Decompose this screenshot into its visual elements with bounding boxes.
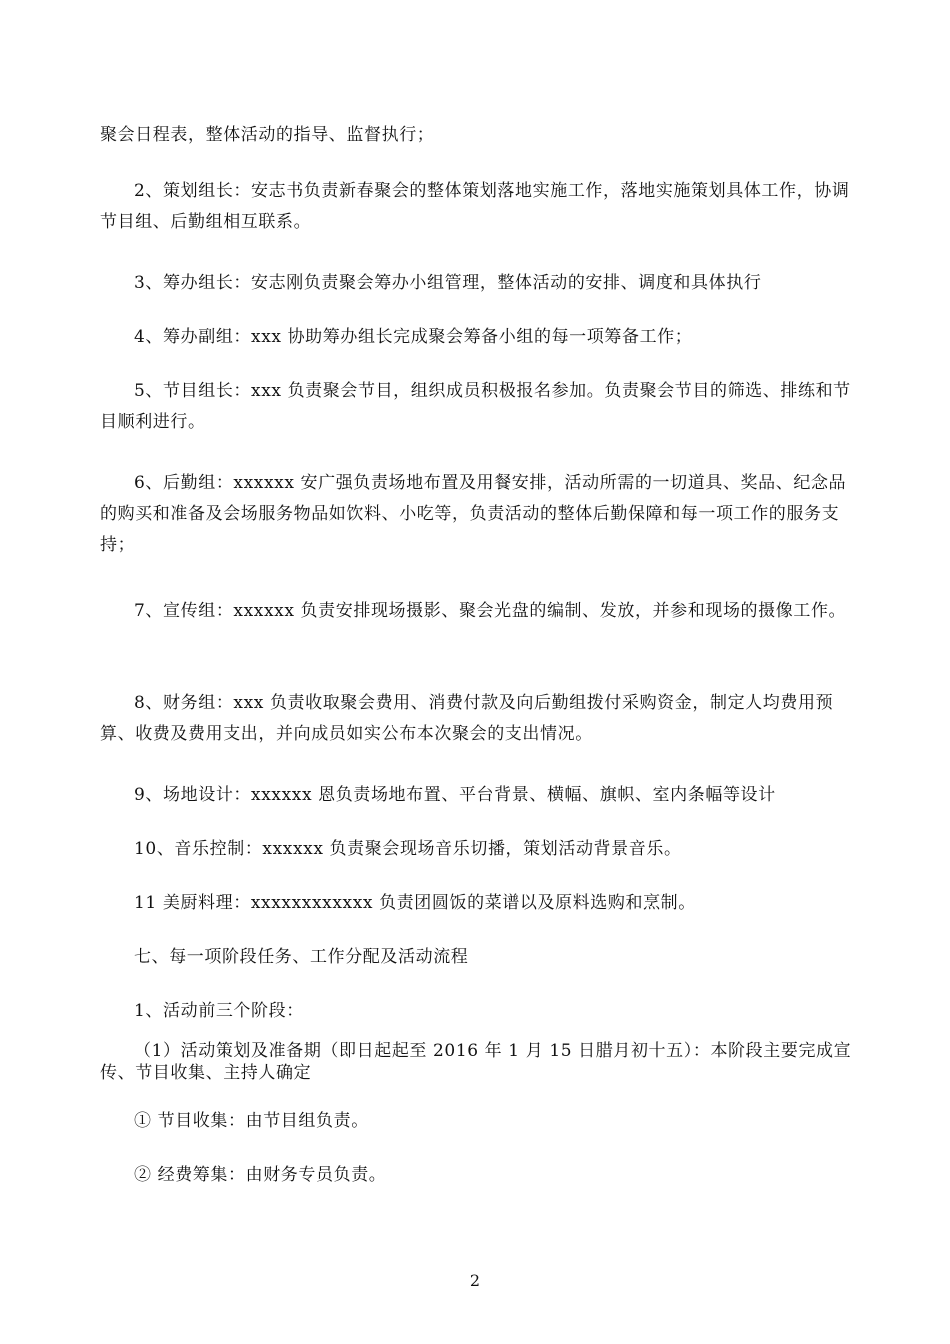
paragraph-preparation-period: （1）活动策划及准备期（即日起起至 2016 年 1 月 15 日腊月初十五）：本阶段主要完成宣传、节目收集、主持人确定 <box>100 1041 852 1083</box>
list-item-program-collection: ① 节目收集：由节目组负责。 <box>134 1111 369 1131</box>
paragraph-schedule-continuation: 聚会日程表，整体活动的指导、监督执行； <box>100 125 435 145</box>
paragraph-organizing-deputy: 4、筹办副组：xxx 协助筹办组长完成聚会筹备小组的每一项筹备工作； <box>134 327 693 347</box>
list-item-fund-raising: ② 经费筹集：由财务专员负责。 <box>134 1165 387 1185</box>
paragraph-planning-lead: 2、策划组长：安志书负责新春聚会的整体策划落地实施工作，落地实施策划具体工作，协调节目组、后勤组相互联系。 <box>100 181 850 232</box>
paragraph-music-control: 10、音乐控制：xxxxxx 负责聚会现场音乐切播，策划活动背景音乐。 <box>134 839 682 859</box>
paragraph-catering: 11 美厨料理：xxxxxxxxxxxx 负责团圆饭的菜谱以及原料选购和烹制。 <box>134 893 696 913</box>
paragraph-finance: 8、财务组：xxx 负责收取聚会费用、消费付款及向后勤组拨付采购资金，制定人均费用预算、收费及费用支出，并向成员如实公布本次聚会的支出情况。 <box>100 693 834 744</box>
page-number: 2 <box>469 1271 481 1290</box>
section-heading-stages: 七、每一项阶段任务、工作分配及活动流程 <box>134 947 469 967</box>
paragraph-pre-event-stages: 1、活动前三个阶段： <box>134 1001 304 1021</box>
paragraph-organizing-lead: 3、筹办组长：安志刚负责聚会筹办小组管理，整体活动的安排、调度和具体执行 <box>134 273 762 293</box>
paragraph-venue-design: 9、场地设计：xxxxxx 恩负责场地布置、平台背景、横幅、旗帜、室内条幅等设计 <box>134 785 776 805</box>
paragraph-logistics: 6、后勤组：xxxxxx 安广强负责场地布置及用餐安排，活动所需的一切道具、奖品、纪念品的购买和准备及会场服务物品如饮料、小吃等，负责活动的整体后勤保障和每一项工作的服务支持； <box>100 473 847 555</box>
paragraph-publicity: 7、宣传组：xxxxxx 负责安排现场摄影、聚会光盘的编制、发放，并参和现场的摄像工作。 <box>134 601 847 621</box>
paragraph-program-lead: 5、节目组长：xxx 负责聚会节目，组织成员积极报名参加。负责聚会节目的筛选、排练和节目顺利进行。 <box>100 381 851 432</box>
